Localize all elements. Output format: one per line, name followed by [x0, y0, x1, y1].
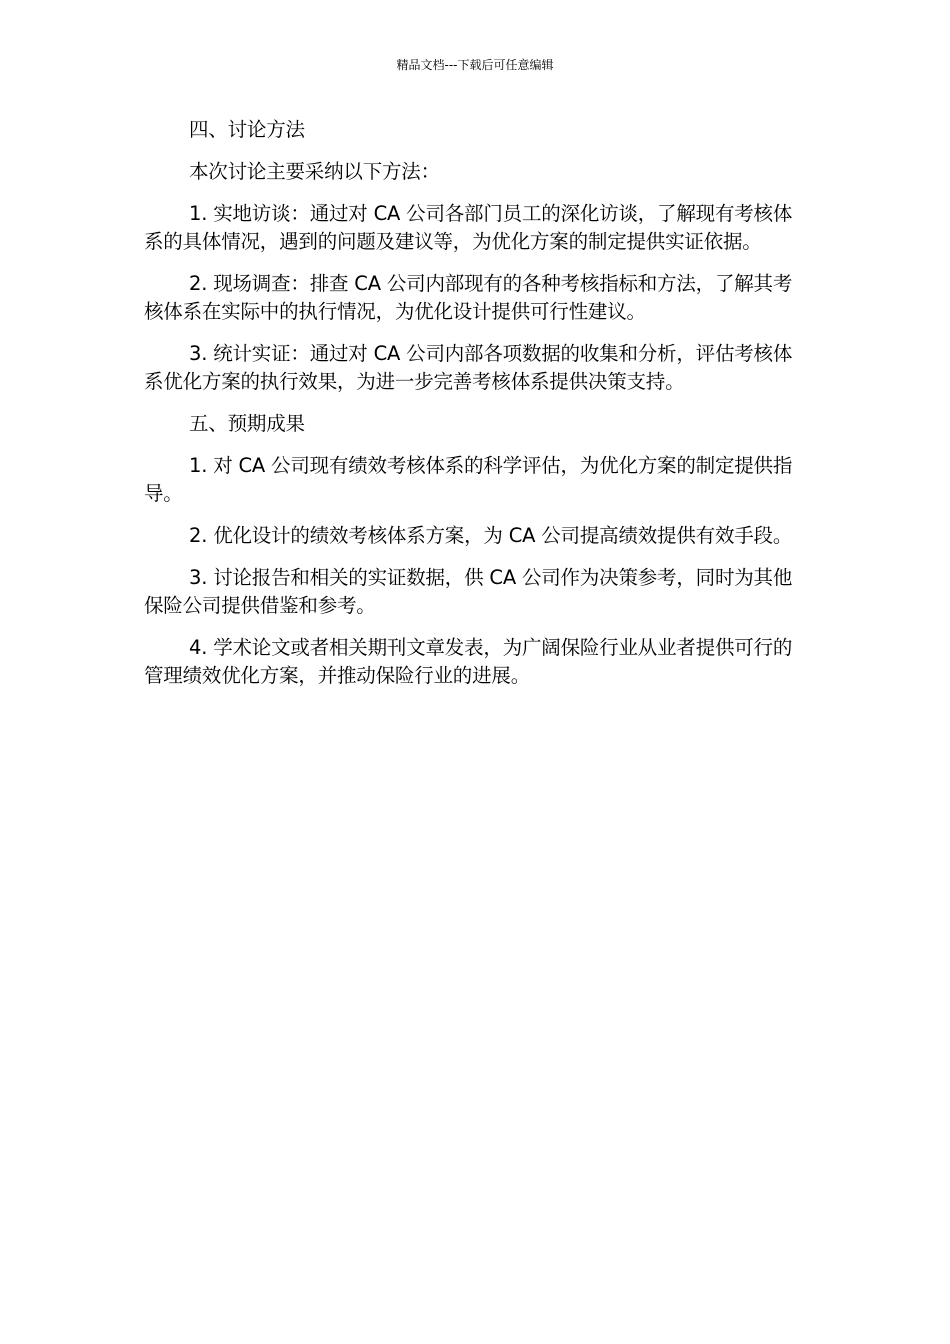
- methods-item-3: 3. 统计实证：通过对 CA 公司内部各项数据的收集和分析，评估考核体系优化方案的执行效果，为进一步完善考核体系提供决策支持。: [144, 342, 793, 393]
- section-heading-outcomes: 五、预期成果: [189, 412, 305, 435]
- methods-item-2: 2. 现场调查：排查 CA 公司内部现有的各种考核指标和方法，了解其考核体系在实际中的执行情况，为优化设计提供可行性建议。: [144, 272, 793, 323]
- outcomes-item-3: 3. 讨论报告和相关的实证数据，供 CA 公司作为决策参考，同时为其他保险公司提供借鉴和参考。: [144, 566, 793, 617]
- outcomes-item-4: 4. 学术论文或者相关期刊文章发表，为广阔保险行业从业者提供可行的管理绩效优化方案，并推动保险行业的进展。: [144, 636, 793, 687]
- methods-intro: 本次讨论主要采纳以下方法：: [189, 160, 440, 183]
- section-heading-methods: 四、讨论方法: [189, 118, 305, 141]
- page-header: 精品文档---下载后可任意编辑: [396, 58, 554, 72]
- outcomes-item-2: 2. 优化设计的绩效考核体系方案，为 CA 公司提高绩效提供有效手段。: [189, 524, 793, 547]
- methods-item-1: 1. 实地访谈：通过对 CA 公司各部门员工的深化访谈，了解现有考核体系的具体情况，遇到的问题及建议等，为优化方案的制定提供实证依据。: [144, 202, 793, 253]
- outcomes-item-1: 1. 对 CA 公司现有绩效考核体系的科学评估，为优化方案的制定提供指导。: [144, 454, 793, 505]
- document-body: [144, 116, 799, 704]
